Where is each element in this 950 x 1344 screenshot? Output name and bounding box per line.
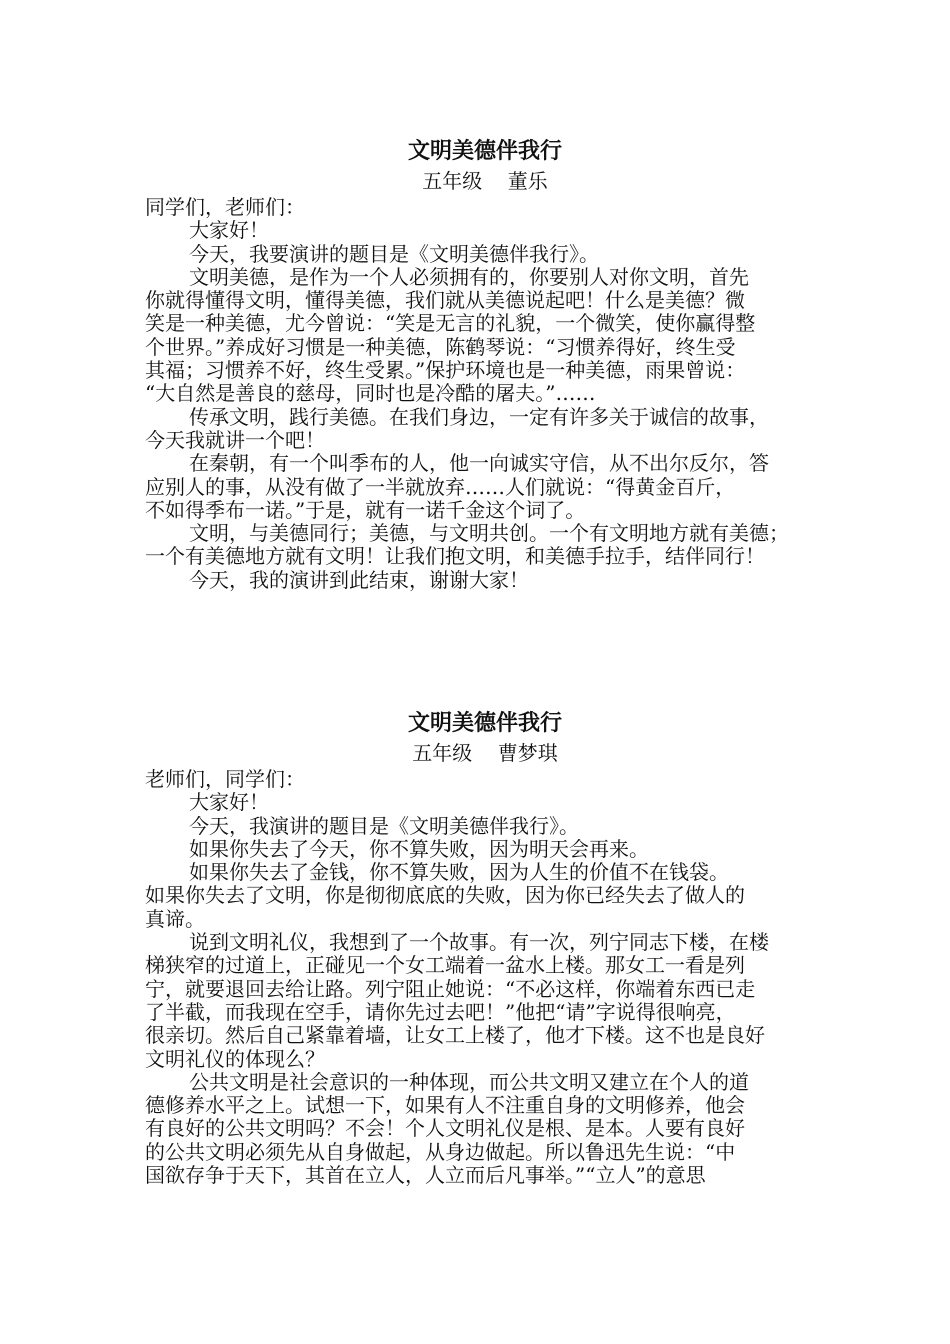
paragraph <box>145 861 825 931</box>
paragraph-line: 文明，与美德同行；美德，与文明共创。一个有文明地方就有美德； <box>189 521 789 546</box>
paragraph <box>145 196 825 219</box>
paragraph-line: 有良好的公共文明吗？不会！个人文明礼仪是根、是本。人要有良好 <box>145 1116 745 1141</box>
speech-section <box>145 708 825 1187</box>
speech-body <box>145 196 825 592</box>
paragraph-line: 国欲存争于天下，其首在立人，人立而后凡事举。”“立人”的意思 <box>145 1163 706 1188</box>
paragraph <box>145 1071 825 1187</box>
speech-byline: 五年级 董乐 <box>422 169 548 193</box>
paragraph-line: 文明礼仪的体现么？ <box>145 1046 325 1071</box>
paragraph-line: 在秦朝，有一个叫季布的人，他一向诚实守信，从不出尔反尔，答 <box>189 451 769 476</box>
paragraph-line: 同学们，老师们： <box>145 195 305 219</box>
paragraph-line: 今天，我演讲的题目是《文明美德伴我行》。 <box>189 813 579 838</box>
paragraph-line: 如果你失去了文明，你是彻彻底底的失败，因为你已经失去了做人的 <box>145 883 745 908</box>
paragraph-line: 应别人的事，从没有做了一半就放弃……人们就说：“得黄金百斤， <box>145 474 736 499</box>
paragraph <box>145 791 825 814</box>
paragraph-line: 今天，我要演讲的题目是《文明美德伴我行》。 <box>189 241 599 266</box>
paragraph-line: 今天，我的演讲到此结束，谢谢大家！ <box>189 567 529 592</box>
speech-section <box>145 136 825 592</box>
paragraph <box>145 406 825 453</box>
paragraph-line: 大家好！ <box>189 218 269 243</box>
paragraph-line: 文明美德，是作为一个人必须拥有的，你要别人对你文明，首先 <box>189 264 749 289</box>
paragraph-line: 其福；习惯养不好，终生受累。”保护环境也是一种美德，雨果曾说： <box>145 358 746 383</box>
paragraph <box>145 768 825 791</box>
paragraph-line: 你就得懂得文明，懂得美德，我们就从美德说起吧！什么是美德？微 <box>145 288 745 313</box>
speech-title: 文明美德伴我行 <box>407 138 562 164</box>
paragraph-line: 德修养水平之上。试想一下，如果有人不注重自身的文明修养，他会 <box>145 1093 745 1118</box>
paragraph-line: 宁，就要退回去给让路。列宁阻止她说：“不必这样，你端着东西已走 <box>145 976 756 1001</box>
paragraph-line: 传承文明，践行美德。在我们身边，一定有许多关于诚信的故事， <box>189 404 769 429</box>
paragraph <box>145 452 825 522</box>
paragraph <box>145 931 825 1071</box>
paragraph-line: 很亲切。然后自己紧靠着墙，让女工上楼了，他才下楼。这不也是良好 <box>145 1023 765 1048</box>
paragraph <box>145 243 825 266</box>
paragraph <box>145 815 825 838</box>
paragraph-line: 不如得季布一诺。”于是，就有一诺千金这个词了。 <box>145 497 586 522</box>
paragraph-line: 如果你失去了今天，你不算失败，因为明天会再来。 <box>189 836 649 861</box>
paragraph-line: 说到文明礼仪，我想到了一个故事。有一次，列宁同志下楼，在楼 <box>189 930 769 955</box>
paragraph-line: 一个有美德地方就有文明！让我们抱文明，和美德手拉手，结伴同行！ <box>145 544 765 569</box>
paragraph-line: 老师们，同学们： <box>145 767 305 791</box>
paragraph-line: “大自然是善良的慈母，同时也是冷酷的屠夫。”…… <box>145 381 596 406</box>
paragraph <box>145 219 825 242</box>
paragraph <box>145 266 825 406</box>
paragraph-line: 如果你失去了金钱，你不算失败，因为人生的价值不在钱袋。 <box>189 860 729 885</box>
speech-title: 文明美德伴我行 <box>407 710 562 736</box>
paragraph-line: 个世界。”养成好习惯是一种美德，陈鹤琴说：“习惯养得好，终生受 <box>145 334 736 359</box>
speech-body <box>145 768 825 1187</box>
paragraph-line: 笑是一种美德，尤今曾说：“笑是无言的礼貌，一个微笑，使你赢得整 <box>145 311 756 336</box>
paragraph-line: 真谛。 <box>145 906 205 931</box>
paragraph-line: 的公共文明必须先从自身做起，从身边做起。所以鲁迅先生说：“中 <box>145 1139 736 1164</box>
paragraph <box>145 522 825 569</box>
paragraph-line: 公共文明是社会意识的一种体现，而公共文明又建立在个人的道 <box>189 1069 749 1094</box>
paragraph <box>145 569 825 592</box>
paragraph <box>145 838 825 861</box>
paragraph-line: 梯狭窄的过道上，正碰见一个女工端着一盆水上楼。那女工一看是列 <box>145 953 745 978</box>
paragraph-line: 今天我就讲一个吧！ <box>145 427 325 452</box>
paragraph-line: 大家好！ <box>189 790 269 815</box>
speech-byline: 五年级 曹梦琪 <box>412 741 558 765</box>
paragraph-line: 了半截，而我现在空手，请你先过去吧！”他把“请”字说得很响亮， <box>145 999 736 1024</box>
